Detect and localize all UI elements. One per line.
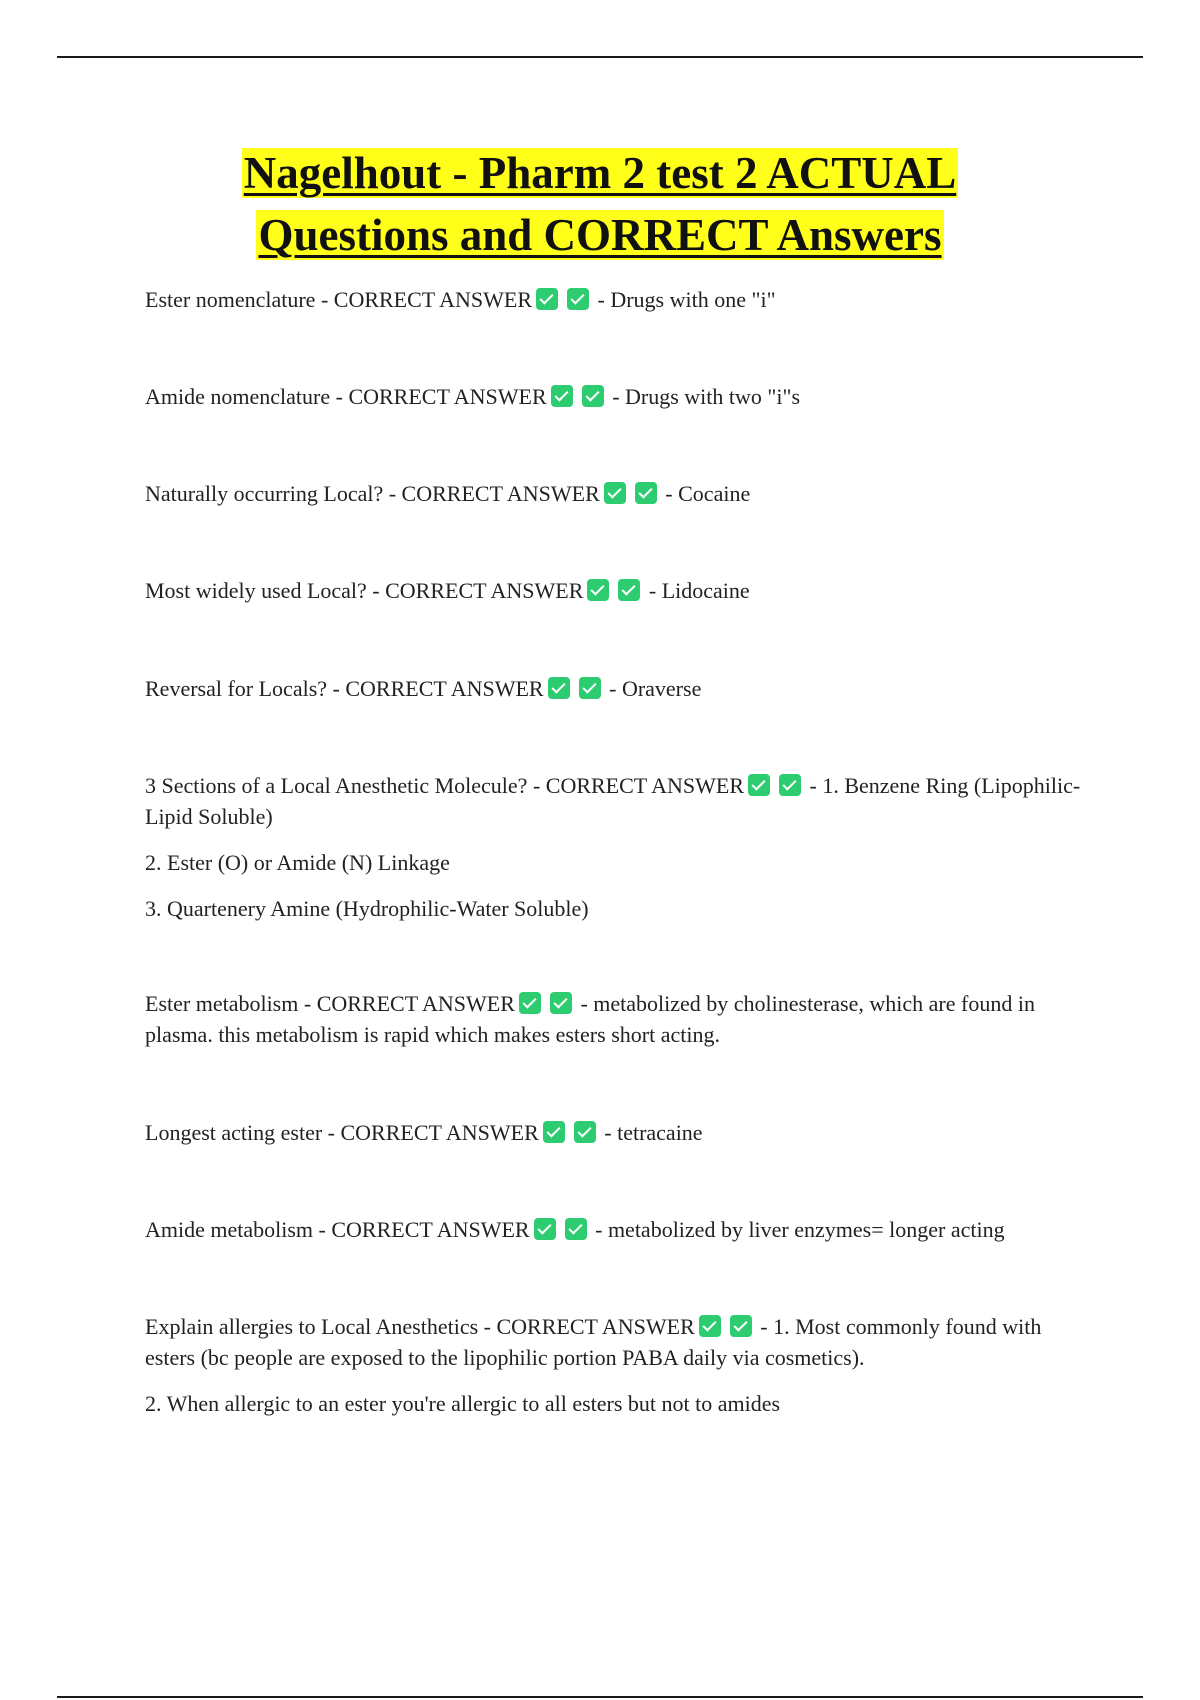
title-line-2: Questions and CORRECT Answers (258, 210, 942, 260)
checkmark-icon (551, 385, 573, 407)
qa-item (145, 988, 1095, 1050)
answer-text: 1. Benzene Ring (Lipophilic-Lipid Soluble) (145, 773, 1081, 829)
qa-item (145, 478, 1095, 509)
checkmark-icon (699, 1315, 721, 1337)
checkmark-icon (604, 482, 626, 504)
checkmark-icon (565, 1218, 587, 1240)
title-line-1: Nagelhout - Pharm 2 test 2 ACTUAL (243, 148, 957, 198)
answer-continuation: 2. Ester (O) or Amide (N) Linkage (145, 850, 450, 875)
checkmark-icon (550, 992, 572, 1014)
correct-answer-label: CORRECT ANSWER (333, 287, 533, 312)
answer-text: metabolized by cholinesterase, which are found in plasma. this metabolism is rapid which makes esters short acting. (145, 991, 1035, 1047)
top-divider (57, 56, 1143, 58)
question-text: Longest acting ester (145, 1120, 323, 1145)
qa-line: Explain allergies to Local Anesthetics - CORRECT ANSWER - 1. Most commonly found with esters (bc people are exposed to the lipophilic portion PABA daily via cosmetics). (145, 1314, 1042, 1370)
document-title (0, 142, 1200, 266)
qa-item (145, 770, 1095, 924)
correct-answer-label: CORRECT ANSWER (385, 578, 584, 603)
correct-answer-label: CORRECT ANSWER (401, 481, 600, 506)
answer-continuation: 3. Quartenery Amine (Hydrophilic-Water Soluble) (145, 896, 589, 921)
checkmark-icon (779, 774, 801, 796)
qa-item (145, 1214, 1095, 1245)
checkmark-icon (534, 1218, 556, 1240)
question-text: 3 Sections of a Local Anesthetic Molecule? (145, 773, 528, 798)
question-text: Most widely used Local? (145, 578, 367, 603)
checkmark-icon (587, 579, 609, 601)
checkmark-icon (548, 677, 570, 699)
qa-item (145, 1311, 1095, 1419)
answer-text: 1. Most commonly found with esters (bc people are exposed to the lipophilic portion PABA daily via cosmetics). (145, 1314, 1042, 1370)
qa-item (145, 381, 1095, 412)
qa-item (145, 1117, 1095, 1148)
checkmark-icon (574, 1121, 596, 1143)
answer-text: Cocaine (678, 481, 751, 506)
question-text: Amide metabolism (145, 1217, 314, 1242)
checkmark-icon (536, 288, 558, 310)
correct-answer-label: CORRECT ANSWER (348, 384, 547, 409)
answer-text: Drugs with two "i"s (625, 384, 801, 409)
qa-item (145, 284, 1095, 315)
correct-answer-label: CORRECT ANSWER (316, 991, 515, 1016)
qa-line: Reversal for Locals? - CORRECT ANSWER - Oraverse (145, 676, 702, 701)
checkmark-icon (635, 482, 657, 504)
correct-answer-label: CORRECT ANSWER (331, 1217, 530, 1242)
qa-line: Amide metabolism - CORRECT ANSWER - metabolized by liver enzymes= longer acting (145, 1217, 1005, 1242)
qa-line: 3 Sections of a Local Anesthetic Molecule? - CORRECT ANSWER - 1. Benzene Ring (Lipophilic-Lipid Soluble) (145, 773, 1081, 829)
qa-line: Ester nomenclature - CORRECT ANSWER - Drugs with one "i" (145, 287, 776, 312)
question-text: Ester metabolism (145, 991, 299, 1016)
correct-answer-label: CORRECT ANSWER (496, 1314, 695, 1339)
question-text: Naturally occurring Local? (145, 481, 384, 506)
checkmark-icon (567, 288, 589, 310)
correct-answer-label: CORRECT ANSWER (340, 1120, 539, 1145)
qa-line: Ester metabolism - CORRECT ANSWER - metabolized by cholinesterase, which are found in plasma. this metabolism is rapid which makes esters short acting. (145, 991, 1035, 1047)
answer-text: Oraverse (621, 676, 702, 701)
question-text: Amide nomenclature (145, 384, 331, 409)
correct-answer-label: CORRECT ANSWER (345, 676, 544, 701)
correct-answer-label: CORRECT ANSWER (545, 773, 745, 798)
qa-item (145, 673, 1095, 704)
answer-text: Drugs with one "i" (610, 287, 776, 312)
question-text: Explain allergies to Local Anesthetics (145, 1314, 479, 1339)
answer-text: Lidocaine (661, 578, 750, 603)
qa-item (145, 575, 1095, 606)
qa-line: Naturally occurring Local? - CORRECT ANSWER - Cocaine (145, 481, 751, 506)
answer-text: tetracaine (617, 1120, 703, 1145)
answer-continuation: 2. When allergic to an ester you're allergic to all esters but not to amides (145, 1391, 781, 1416)
qa-line: Longest acting ester - CORRECT ANSWER - tetracaine (145, 1120, 703, 1145)
checkmark-icon (748, 774, 770, 796)
checkmark-icon (730, 1315, 752, 1337)
question-text: Ester nomenclature (145, 287, 316, 312)
checkmark-icon (582, 385, 604, 407)
qa-line: Amide nomenclature - CORRECT ANSWER - Drugs with two "i"s (145, 384, 801, 409)
checkmark-icon (618, 579, 640, 601)
question-text: Reversal for Locals? (145, 676, 328, 701)
bottom-divider (57, 1696, 1143, 1698)
checkmark-icon (543, 1121, 565, 1143)
checkmark-icon (579, 677, 601, 699)
checkmark-icon (519, 992, 541, 1014)
qa-line: Most widely used Local? - CORRECT ANSWER - Lidocaine (145, 578, 750, 603)
answer-text: metabolized by liver enzymes= longer acting (607, 1217, 1005, 1242)
